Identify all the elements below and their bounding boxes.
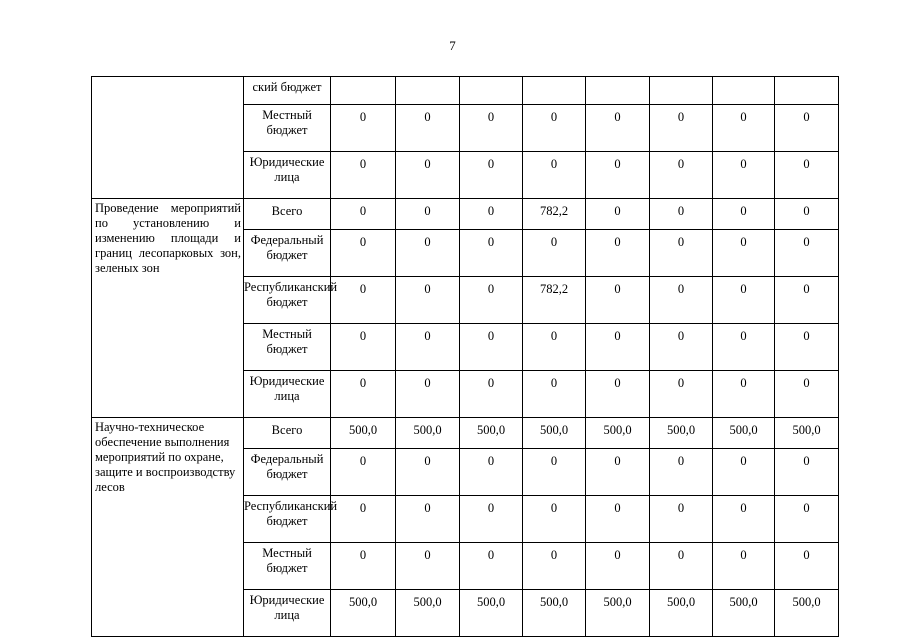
value-cell: 0 <box>331 449 396 496</box>
value-cell: 0 <box>523 152 586 199</box>
value-cell: 0 <box>523 105 586 152</box>
funding-source-cell: Юридические лица <box>244 590 331 637</box>
value-cell: 0 <box>523 324 586 371</box>
value-cell: 500,0 <box>586 590 650 637</box>
activity-cell: Научно-техническое обеспечение выполнения мероприятий по охране, защите и воспроизводству лесов <box>92 418 244 637</box>
value-cell: 0 <box>586 230 650 277</box>
value-cell: 0 <box>775 496 839 543</box>
table-row <box>92 199 839 230</box>
value-cell: 0 <box>586 449 650 496</box>
value-cell: 500,0 <box>460 418 523 449</box>
value-cell: 0 <box>775 324 839 371</box>
value-cell: 0 <box>586 199 650 230</box>
value-cell: 0 <box>713 543 775 590</box>
value-cell <box>460 77 523 105</box>
table-row <box>92 418 839 449</box>
value-cell: 0 <box>586 105 650 152</box>
value-cell: 500,0 <box>331 590 396 637</box>
value-cell: 0 <box>650 105 713 152</box>
value-cell: 0 <box>650 371 713 418</box>
value-cell: 0 <box>396 152 460 199</box>
activity-cell: Проведение мероприятий по установлению и изменению площади и границ лесопарковых зон, зеленых зон <box>92 199 244 418</box>
value-cell: 0 <box>331 496 396 543</box>
value-cell: 0 <box>331 230 396 277</box>
value-cell: 0 <box>775 105 839 152</box>
value-cell: 500,0 <box>396 418 460 449</box>
page-number: 7 <box>449 38 456 53</box>
funding-source-cell: Юридические лица <box>244 152 331 199</box>
value-cell: 0 <box>775 230 839 277</box>
value-cell: 0 <box>331 199 396 230</box>
value-cell: 0 <box>775 152 839 199</box>
value-cell: 0 <box>396 324 460 371</box>
value-cell: 0 <box>586 371 650 418</box>
value-cell: 0 <box>650 543 713 590</box>
value-cell: 0 <box>713 324 775 371</box>
funding-source-cell: Местный бюджет <box>244 105 331 152</box>
value-cell: 500,0 <box>523 418 586 449</box>
funding-source-cell: Местный бюджет <box>244 324 331 371</box>
value-cell: 0 <box>713 230 775 277</box>
value-cell: 0 <box>523 371 586 418</box>
funding-source-cell: ский бюджет <box>244 77 331 105</box>
value-cell: 0 <box>713 152 775 199</box>
value-cell: 0 <box>460 371 523 418</box>
value-cell: 0 <box>713 199 775 230</box>
table-row <box>92 77 839 105</box>
value-cell: 0 <box>775 277 839 324</box>
funding-source-cell: Юридические лица <box>244 371 331 418</box>
value-cell: 500,0 <box>396 590 460 637</box>
funding-source-cell: Местный бюджет <box>244 543 331 590</box>
value-cell: 0 <box>650 324 713 371</box>
value-cell: 0 <box>460 449 523 496</box>
value-cell: 0 <box>713 277 775 324</box>
funding-source-cell: Федеральный бюджет <box>244 230 331 277</box>
value-cell: 0 <box>460 199 523 230</box>
funding-source-cell: Республиканский бюджет <box>244 277 331 324</box>
value-cell: 500,0 <box>775 418 839 449</box>
value-cell: 0 <box>586 496 650 543</box>
value-cell: 0 <box>396 277 460 324</box>
value-cell: 782,2 <box>523 277 586 324</box>
value-cell: 0 <box>396 199 460 230</box>
funding-source-cell: Республиканский бюджет <box>244 496 331 543</box>
value-cell: 0 <box>523 543 586 590</box>
value-cell: 0 <box>331 152 396 199</box>
value-cell: 0 <box>650 199 713 230</box>
value-cell: 0 <box>713 449 775 496</box>
value-cell: 500,0 <box>650 418 713 449</box>
value-cell: 0 <box>713 496 775 543</box>
value-cell: 782,2 <box>523 199 586 230</box>
value-cell: 0 <box>775 199 839 230</box>
value-cell: 0 <box>460 152 523 199</box>
value-cell: 0 <box>396 105 460 152</box>
activity-cell <box>92 77 244 199</box>
value-cell <box>713 77 775 105</box>
value-cell: 0 <box>713 371 775 418</box>
funding-source-cell: Всего <box>244 418 331 449</box>
value-cell: 0 <box>396 449 460 496</box>
value-cell: 0 <box>775 543 839 590</box>
value-cell: 0 <box>331 324 396 371</box>
value-cell: 0 <box>650 449 713 496</box>
value-cell: 500,0 <box>775 590 839 637</box>
value-cell: 0 <box>460 543 523 590</box>
value-cell <box>586 77 650 105</box>
value-cell: 0 <box>586 277 650 324</box>
value-cell <box>650 77 713 105</box>
value-cell: 0 <box>523 230 586 277</box>
value-cell <box>523 77 586 105</box>
value-cell: 0 <box>650 496 713 543</box>
value-cell: 0 <box>775 449 839 496</box>
value-cell: 0 <box>460 105 523 152</box>
value-cell <box>396 77 460 105</box>
value-cell: 0 <box>775 371 839 418</box>
value-cell: 500,0 <box>586 418 650 449</box>
value-cell: 0 <box>650 277 713 324</box>
value-cell: 0 <box>650 152 713 199</box>
value-cell: 0 <box>523 449 586 496</box>
value-cell: 0 <box>396 371 460 418</box>
value-cell: 0 <box>396 543 460 590</box>
value-cell: 0 <box>586 543 650 590</box>
value-cell: 0 <box>460 230 523 277</box>
value-cell: 0 <box>331 371 396 418</box>
value-cell: 0 <box>460 496 523 543</box>
value-cell <box>775 77 839 105</box>
value-cell <box>331 77 396 105</box>
value-cell: 500,0 <box>650 590 713 637</box>
value-cell: 0 <box>650 230 713 277</box>
value-cell: 500,0 <box>331 418 396 449</box>
value-cell: 500,0 <box>460 590 523 637</box>
value-cell: 0 <box>331 543 396 590</box>
value-cell: 0 <box>523 496 586 543</box>
funding-source-cell: Федеральный бюджет <box>244 449 331 496</box>
value-cell: 500,0 <box>523 590 586 637</box>
value-cell: 0 <box>460 324 523 371</box>
value-cell: 0 <box>396 496 460 543</box>
value-cell: 0 <box>586 324 650 371</box>
funding-table <box>91 76 839 637</box>
value-cell: 0 <box>396 230 460 277</box>
value-cell: 0 <box>586 152 650 199</box>
funding-source-cell: Всего <box>244 199 331 230</box>
value-cell: 0 <box>331 105 396 152</box>
value-cell: 0 <box>331 277 396 324</box>
value-cell: 500,0 <box>713 590 775 637</box>
value-cell: 0 <box>713 105 775 152</box>
value-cell: 500,0 <box>713 418 775 449</box>
value-cell: 0 <box>460 277 523 324</box>
